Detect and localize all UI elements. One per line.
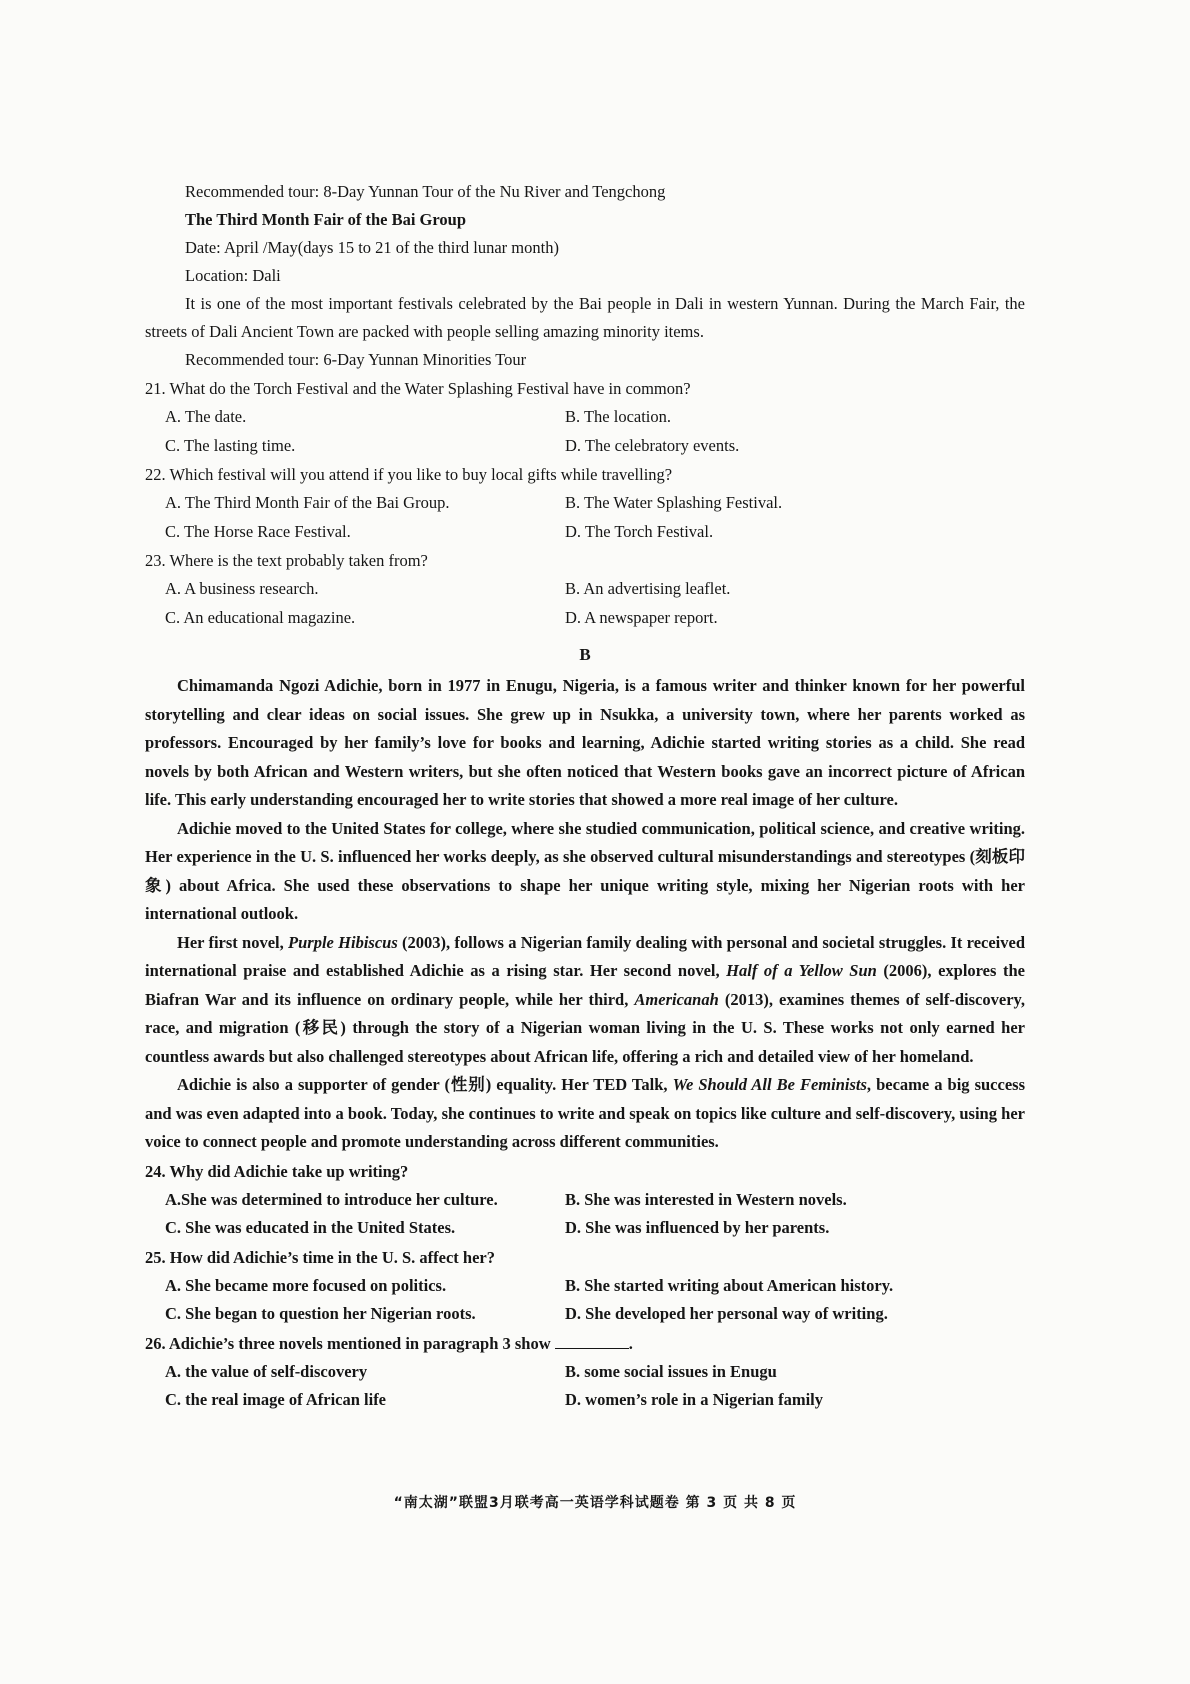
option-d: D. The Torch Festival. (565, 521, 714, 541)
option-a: A. The Third Month Fair of the Bai Group. (165, 493, 450, 512)
question-22-options (145, 489, 1025, 546)
recommended-tour-1: Recommended tour: 8-Day Yunnan Tour of the Nu River and Tengchong (185, 182, 666, 201)
book-title-half-of-a-yellow-sun: Half of a Yellow Sun (726, 961, 877, 980)
book-title-americanah: Americanah (634, 989, 719, 1009)
p4-text-1: Adichie is also a supporter of gender (性别) equality. Her TED Talk, (177, 1075, 673, 1094)
p4-text-2: , became a big success and was even adapted into a book. Today, she continues to write and speak on topics like culture and self-discovery, using her voice to connect people and promote understanding across different communities. (145, 1075, 1025, 1151)
exam-page (145, 178, 1025, 1415)
question-21-options (145, 403, 1025, 460)
section-b-heading: B (579, 645, 591, 664)
recommended-tour-2: Recommended tour: 6-Day Yunnan Minorities Tour (185, 350, 527, 369)
option-b: B. some social issues in Enugu (565, 1361, 777, 1381)
option-a: A. the value of self-discovery (165, 1361, 368, 1381)
option-d: D. A newspaper report. (565, 607, 718, 627)
question-24: 24. Why did Adichie take up writing? (145, 1161, 409, 1181)
option-c: C. The Horse Race Festival. (165, 521, 351, 541)
question-26-period: . (628, 1333, 633, 1353)
option-a: A.She was determined to introduce her culture. (165, 1189, 498, 1209)
option-c: C. The lasting time. (165, 435, 296, 455)
ted-talk-title: We Should All Be Feminists (672, 1075, 867, 1094)
festival-date: Date: April /May(days 15 to 21 of the third lunar month) (185, 238, 559, 257)
passage-paragraph-4 (145, 1071, 1025, 1157)
page-footer: “南太湖”联盟3月联考高一英语学科试题卷 第 3 页 共 8 页 (393, 1495, 797, 1511)
answer-blank (555, 1334, 629, 1349)
question-26 (145, 1329, 1025, 1358)
option-a: A. The date. (165, 407, 247, 426)
question-23-options (145, 575, 1025, 632)
question-23: 23. Where is the text probably taken from? (145, 551, 428, 570)
passage-paragraph-1: Chimamanda Ngozi Adichie, born in 1977 in Enugu, Nigeria, is a famous writer and thinker known for her powerful storytelling and clear ideas on social issues. She grew up in Nsukka, a university town, where her parents worked as professors. Encouraged by her family’s love for books and learning, Adichie started writing stories as a child. She read novels by both African and Western writers, but she often noticed that Western books gave an incorrect picture of African life. This early understanding encouraged her to write stories that showed a more real image of her culture. (145, 676, 1025, 809)
question-25: 25. How did Adichie’s time in the U. S. affect her? (145, 1247, 495, 1267)
p3-text-3: (2006), explores the Biafran War and its influence on ordinary people, while her third, (145, 961, 1025, 1009)
option-d: D. The celebratory events. (565, 435, 740, 455)
option-d: D. She was influenced by her parents. (565, 1218, 830, 1237)
question-25-options (145, 1272, 1025, 1329)
option-c: C. the real image of African life (165, 1390, 387, 1409)
option-b: B. The location. (565, 407, 672, 426)
festival-description: It is one of the most important festivals celebrated by the Bai people in Dali in western Yunnan. During the March Fair, the streets of Dali Ancient Town are packed with people selling amazing minority items. (145, 294, 1025, 341)
passage-paragraph-3 (145, 929, 1025, 1072)
p3-text-4: (2013), examines themes of self-discovery, race, and migration (移民) through the story of a Nigerian woman living in the U. S. These works not only earned her countless awards but also challenged stereotypes about African life, offering a rich and detailed view of her homeland. (145, 989, 1025, 1066)
option-d: D. She developed her personal way of writing. (565, 1304, 888, 1323)
option-b: B. An advertising leaflet. (565, 579, 731, 598)
option-a: A. She became more focused on politics. (165, 1275, 447, 1295)
option-c: C. She was educated in the United States. (165, 1218, 456, 1237)
option-b: B. She started writing about American history. (565, 1275, 894, 1295)
option-c: C. She began to question her Nigerian roots. (165, 1304, 476, 1323)
question-21: 21. What do the Torch Festival and the Water Splashing Festival have in common? (145, 379, 691, 398)
option-c: C. An educational magazine. (165, 607, 356, 627)
festival-title: The Third Month Fair of the Bai Group (185, 210, 466, 229)
option-a: A. A business research. (165, 579, 319, 598)
passage-paragraph-2: Adichie moved to the United States for college, where she studied communication, political science, and creative writing. Her experience in the U. S. influenced her works deeply, as she observed cultural misunderstandings and stereotypes (刻板印象) about Africa. She used these observations to shape her unique writing style, mixing her Nigerian roots with her international outlook. (145, 818, 1025, 923)
p3-text-1: Her first novel, (177, 932, 289, 952)
question-26-stem: 26. Adichie’s three novels mentioned in paragraph 3 show (145, 1333, 551, 1353)
option-d: D. women’s role in a Nigerian family (565, 1390, 824, 1409)
p3-text-2: (2003), follows a Nigerian family dealing with personal and societal struggles. It received international praise and established Adichie as a rising star. Her second novel, (145, 932, 1026, 980)
festival-location: Location: Dali (185, 266, 281, 285)
question-24-options (145, 1186, 1025, 1243)
option-b: B. She was interested in Western novels. (565, 1189, 847, 1209)
option-b: B. The Water Splashing Festival. (565, 493, 783, 512)
question-22: 22. Which festival will you attend if you like to buy local gifts while travelling? (145, 465, 673, 484)
book-title-purple-hibiscus: Purple Hibiscus (288, 932, 398, 952)
question-26-options (145, 1358, 1025, 1415)
